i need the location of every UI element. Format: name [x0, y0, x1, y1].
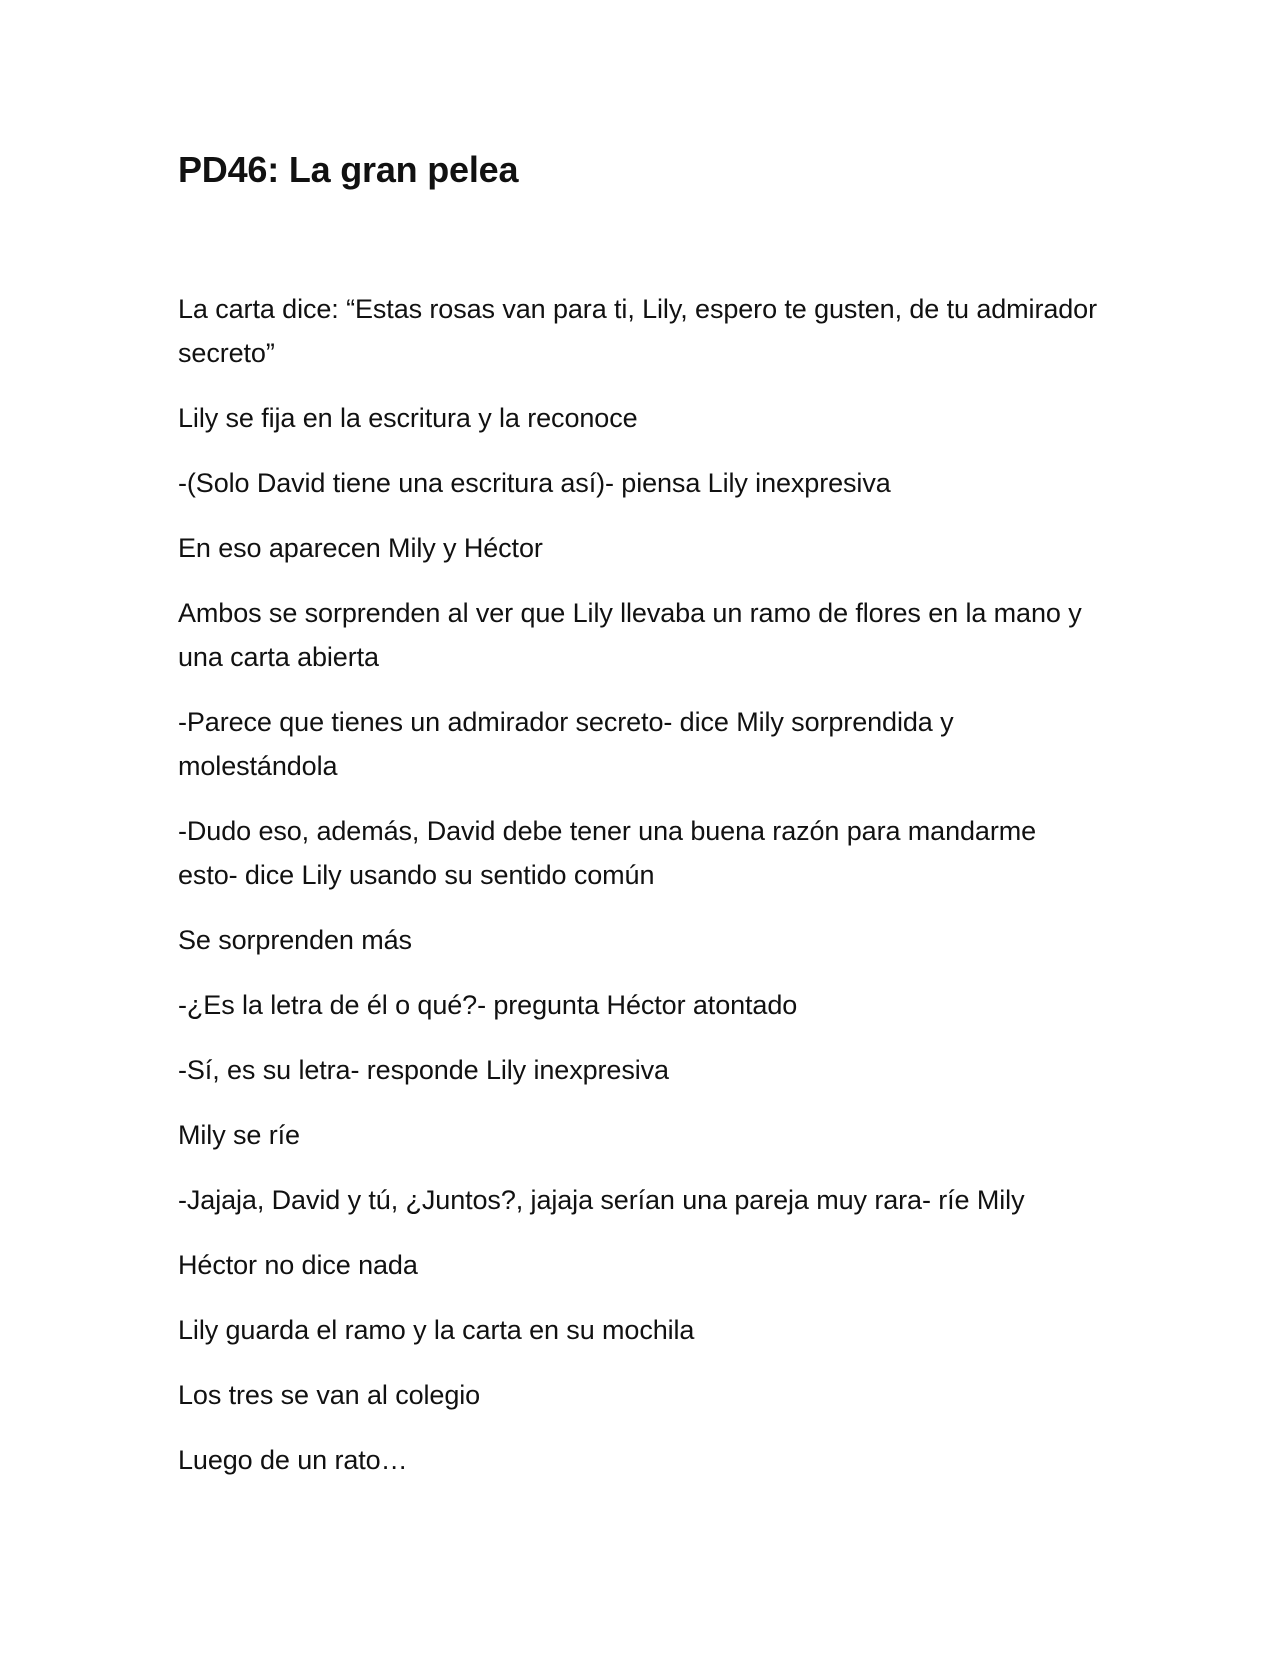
paragraph: Mily se ríe	[178, 1120, 300, 1151]
paragraph: Se sorprenden más	[178, 925, 412, 956]
paragraph: Lily guarda el ramo y la carta en su mochila	[178, 1315, 695, 1346]
document-title: PD46: La gran pelea	[178, 149, 519, 190]
paragraph: Héctor no dice nada	[178, 1250, 418, 1281]
paragraph: -Jajaja, David y tú, ¿Juntos?, jajaja serían una pareja muy rara- ríe Mily	[178, 1185, 1025, 1216]
paragraph: -Dudo eso, además, David debe tener una buena razón para mandarme esto- dice Lily usando su sentido común	[178, 816, 1037, 891]
paragraph: Los tres se van al colegio	[178, 1380, 481, 1411]
paragraph: -Sí, es su letra- responde Lily inexpresiva	[178, 1055, 669, 1086]
paragraph: -(Solo David tiene una escritura así)- piensa Lily inexpresiva	[178, 468, 891, 499]
document-content	[178, 148, 1098, 1503]
paragraph: Lily se fija en la escritura y la reconoce	[178, 403, 638, 434]
paragraph: La carta dice: “Estas rosas van para ti, Lily, espero te gusten, de tu admirador secreto”	[178, 294, 1097, 369]
paragraph: Ambos se sorprenden al ver que Lily llevaba un ramo de flores en la mano y una carta abierta	[178, 598, 1082, 673]
document-body	[178, 287, 1098, 1482]
paragraph: En eso aparecen Mily y Héctor	[178, 533, 543, 564]
paragraph: -Parece que tienes un admirador secreto- dice Mily sorprendida y molestándola	[178, 707, 954, 782]
paragraph: Luego de un rato…	[178, 1445, 408, 1476]
paragraph: -¿Es la letra de él o qué?- pregunta Héctor atontado	[178, 990, 798, 1021]
